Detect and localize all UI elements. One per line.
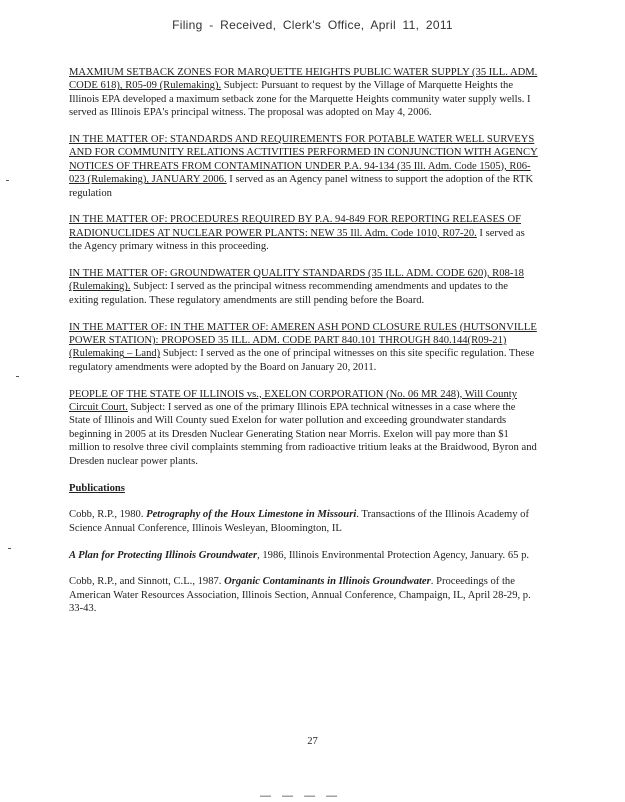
entry-title: IN THE MATTER OF: IN THE MATTER OF: AMEREN ASH POND CLOSURE RULES (HUTSONVILLE POWER STATION): PROPOSED 35 ILL. ADM. CODE PART 840.101 THROUGH 840.144(R09-21) (Rulemaking – Land) bbox=[69, 321, 537, 360]
entry-title: IN THE MATTER OF: PROCEDURES REQUIRED BY P.A. 94-849 FOR REPORTING RELEASES OF RADIONUCLIDES AT NUCLEAR POWER PLANTS: NEW 35 Ill. Adm. Code 1010, R07-20. bbox=[69, 214, 521, 239]
testimony-entry-3 bbox=[69, 213, 539, 253]
publication-1 bbox=[69, 508, 539, 535]
testimony-entry-1 bbox=[69, 66, 539, 120]
pub-authors: Cobb, R.P., 1980. bbox=[69, 509, 147, 521]
page-number: 27 bbox=[307, 736, 318, 747]
pub-authors: Cobb, R.P., and Sinnott, C.L., 1987. bbox=[69, 576, 225, 588]
entry-title: IN THE MATTER OF: GROUNDWATER QUALITY STANDARDS (35 ILL. ADM. CODE 620), R08-18 (Rulemaking). bbox=[69, 268, 524, 293]
publication-2 bbox=[69, 549, 539, 562]
entry-title: IN THE MATTER OF: STANDARDS AND REQUIREMENTS FOR POTABLE WATER WELL SURVEYS AND FOR COMMUNITY RELATIONS ACTIVITIES PERFORMED IN CONJUNCTION WITH AGENCY NOTICES OF THREATS FROM CONTAMINATION UNDER P.A. 94-134 (35 Ill. Adm. Code 1505), R06-023 (Rulemaking), JANUARY 2006. bbox=[69, 134, 538, 186]
entry-title: PEOPLE OF THE STATE OF ILLINOIS vs., EXELON CORPORATION (No. 06 MR 248), Will County Circuit Court. bbox=[69, 388, 517, 414]
document-body bbox=[69, 66, 539, 629]
entry-body: Subject: Pursuant to request by the Village of Marquette Heights the Illinois EPA developed a maximum setback zone for the Marquette Heights community water supply wells. I served as Illinois EPA's principal witness. The proposal was adopted on May 4, 2006. bbox=[69, 80, 531, 119]
entry-body: Subject: I served as the principal witness recommending amendments and updates to the exiting regulation. These regulatory amendments are still pending before the Board. bbox=[69, 281, 508, 306]
pub-details: . Proceedings of the American Water Resources Association, Illinois Section, Annual Conference, Champaign, IL, April 28-29, p. 33-43. bbox=[69, 576, 531, 615]
entry-body: Subject: I served as the one of principal witnesses on this site specific regulation. These regulatory amendments were adopted by the Board on January 20, 2011. bbox=[69, 348, 535, 373]
filing-header: Filing - Received, Clerk's Office, April 11, 2011 bbox=[172, 18, 453, 32]
testimony-entry-2 bbox=[69, 133, 539, 200]
entry-title: MAXMIUM SETBACK ZONES FOR MARQUETTE HEIGHTS PUBLIC WATER SUPPLY (35 ILL. ADM. CODE 618), R05-09 (Rulemaking). bbox=[69, 67, 538, 92]
testimony-entry-4 bbox=[69, 267, 539, 307]
testimony-entry-5 bbox=[69, 321, 539, 375]
testimony-entry-6 bbox=[69, 388, 539, 468]
pub-title: A Plan for Protecting Illinois Groundwater bbox=[69, 549, 258, 561]
scan-speck bbox=[6, 180, 9, 181]
entry-body: I served as the Agency primary witness in this proceeding. bbox=[69, 227, 525, 253]
pub-title: Petrography of the Houx Limestone in Missouri bbox=[146, 509, 357, 521]
entry-body: Subject: I served as one of the primary Illinois EPA technical witnesses in a case where the State of Illinois and Will County sued Exelon for water pollution and exceeding groundwater standards beginning in 2005 at its Dresden Nuclear Generating Station near Morris. Exelon will pay more than $1 million to resolve three civil complaints stemming from radioactive tritium leaks at the Braidwood, Byron and Dresden nuclear power plants. bbox=[69, 402, 537, 467]
scan-speck bbox=[16, 376, 19, 377]
pub-title: Organic Contaminants in Illinois Groundwater bbox=[224, 576, 431, 588]
publications-heading: Publications bbox=[69, 482, 125, 494]
pub-details: . Transactions of the Illinois Academy of Science Annual Conference, Illinois Wesleyan, Bloomington, IL bbox=[69, 509, 529, 534]
entry-body: I served as an Agency panel witness to support the adoption of the RTK regulation bbox=[69, 174, 534, 199]
scan-speck bbox=[8, 548, 11, 549]
footer-scan-marks: — — — — bbox=[260, 790, 342, 802]
publication-3 bbox=[69, 575, 539, 615]
pub-details: , 1986, Illinois Environmental Protection Agency, January. 65 p. bbox=[257, 549, 530, 561]
